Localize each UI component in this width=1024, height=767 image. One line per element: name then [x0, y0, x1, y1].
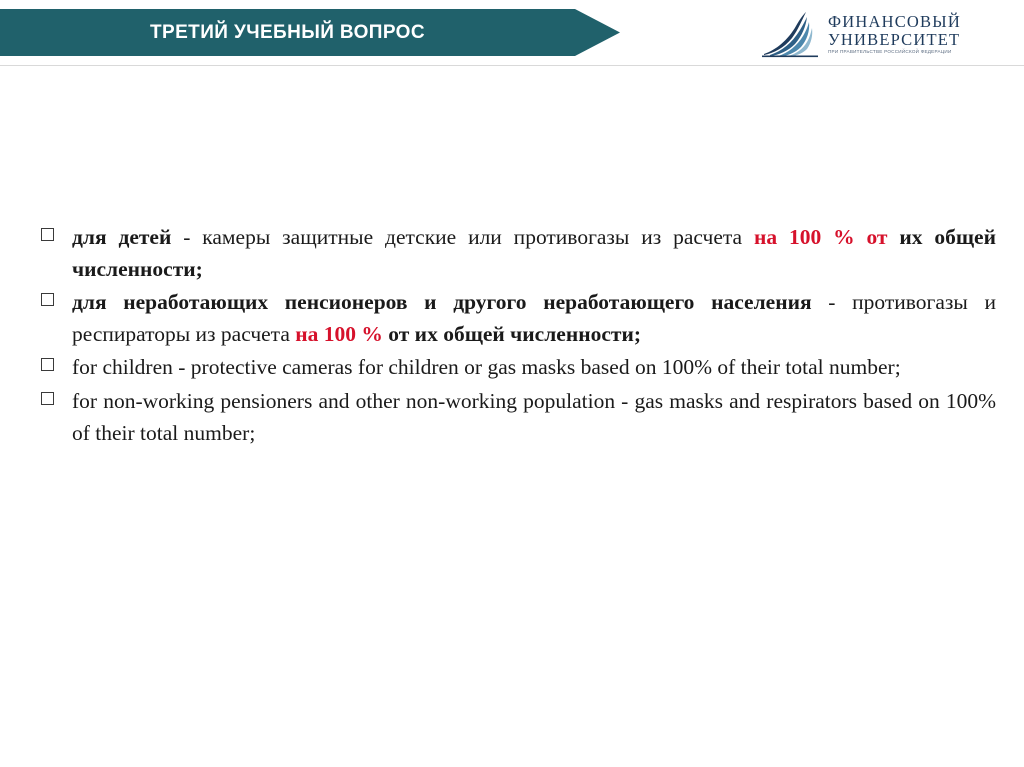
logo-wordmark — [828, 13, 961, 54]
bullet-list — [36, 222, 996, 449]
square-bullet-icon — [41, 293, 54, 306]
bullet-children-ru — [36, 222, 996, 285]
bullet-pensioners-ru — [36, 287, 996, 350]
page-title: ТРЕТИЙ УЧЕБНЫЙ ВОПРОС — [150, 22, 425, 43]
logo-line-university: УНИВЕРСИТЕТ — [828, 29, 961, 49]
text-run: - камеры защитные детские или противогазы из расчета — [171, 225, 754, 249]
text-run: для неработающих пенсионеров и другого неработающего населения — [72, 290, 812, 315]
bullet-pensioners-en — [36, 386, 996, 449]
list-item-text — [72, 389, 996, 445]
text-run: на 100 % — [295, 321, 383, 346]
text-run: их общей численности; — [72, 225, 996, 281]
square-bullet-icon — [41, 392, 54, 405]
square-bullet-icon — [41, 228, 54, 241]
financial-university-emblem-icon — [762, 10, 818, 58]
list-item-text — [72, 290, 996, 346]
text-run: - противогазы и респираторы из расчета — [72, 290, 997, 346]
slide-body — [36, 222, 996, 451]
text-run: для детей — [72, 225, 172, 249]
list-item-text — [72, 225, 996, 281]
logo-line-financial: ФИНАНСОВЫЙ — [828, 12, 961, 32]
bullet-children-en — [36, 352, 996, 384]
university-logo — [762, 8, 1002, 60]
text-run: от их общей численности; — [382, 321, 641, 346]
text-run: for children - protective cameras for children or gas masks based on 100% of their total number; — [72, 355, 901, 380]
logo-line-subtitle: ПРИ ПРАВИТЕЛЬСТВЕ РОССИЙСКОЙ ФЕДЕРАЦИИ — [828, 48, 952, 54]
header-divider — [0, 65, 1024, 66]
text-run: на 100 % от — [753, 225, 888, 249]
text-run: for non-working pensioners and other non-working population - gas masks and respirators based on 100% of their total number; — [72, 388, 996, 445]
square-bullet-icon — [41, 358, 54, 371]
list-item-text — [72, 355, 901, 379]
